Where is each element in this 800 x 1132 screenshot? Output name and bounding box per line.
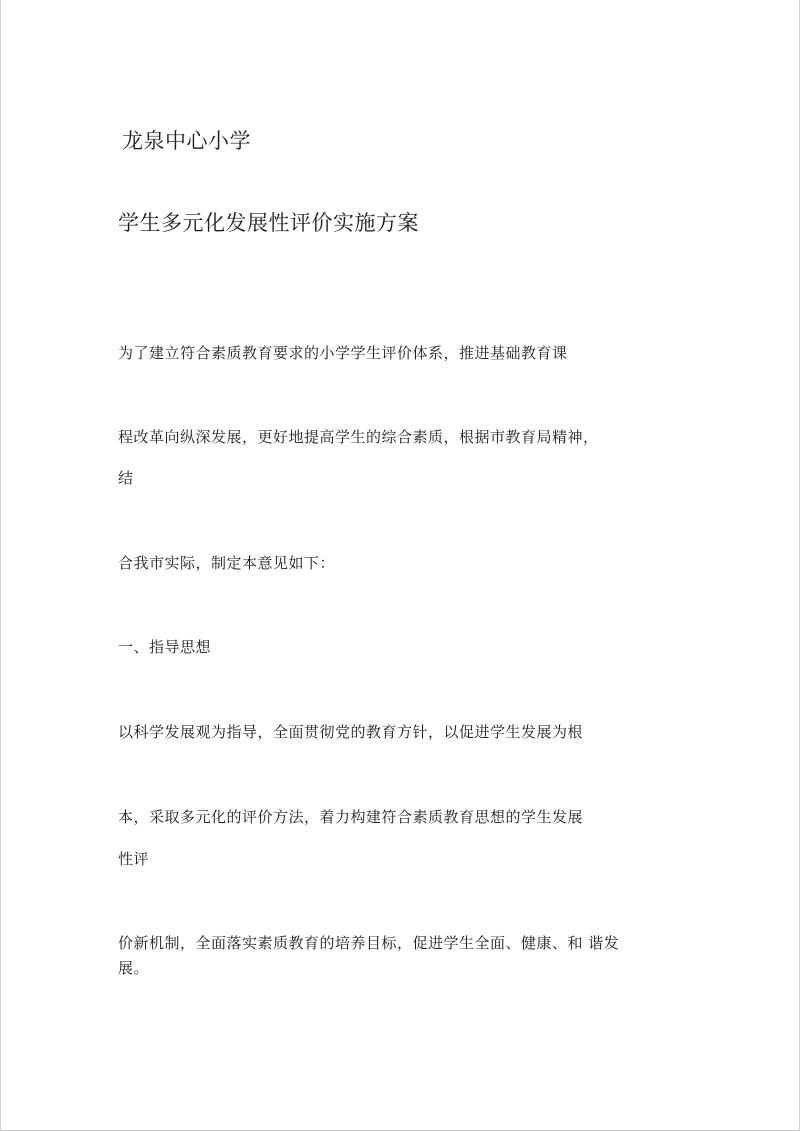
paragraph-line: 程改革向纵深发展，更好地提高学生的综合素质，根据市教育局精神， [118,428,599,446]
document-title: 学生多元化发展性评价实施方案 [118,211,419,235]
paragraph-line: 本，采取多元化的评价方法，着力构建符合素质教育思想的学生发展 [118,808,584,826]
paragraph-line: 结 [118,469,134,487]
paragraph-line: 价新机制，全面落实素质教育的培养目标，促进学生全面、健康、和 谐发 [118,934,620,952]
paragraph-line: 为了建立符合素质教育要求的小学学生评价体系，推进基础教育课 [118,344,568,362]
paragraph-line: 合我市实际，制定本意见如下： [118,554,336,572]
paragraph-line: 展。 [118,959,150,977]
section-heading: 一、指导思想 [118,638,212,656]
paragraph-line: 以科学发展观为指导，全面贯彻党的教育方针，以促进学生发展为根 [118,723,584,741]
paragraph-line: 性评 [118,850,150,868]
school-name: 龙泉中心小学 [122,129,251,153]
